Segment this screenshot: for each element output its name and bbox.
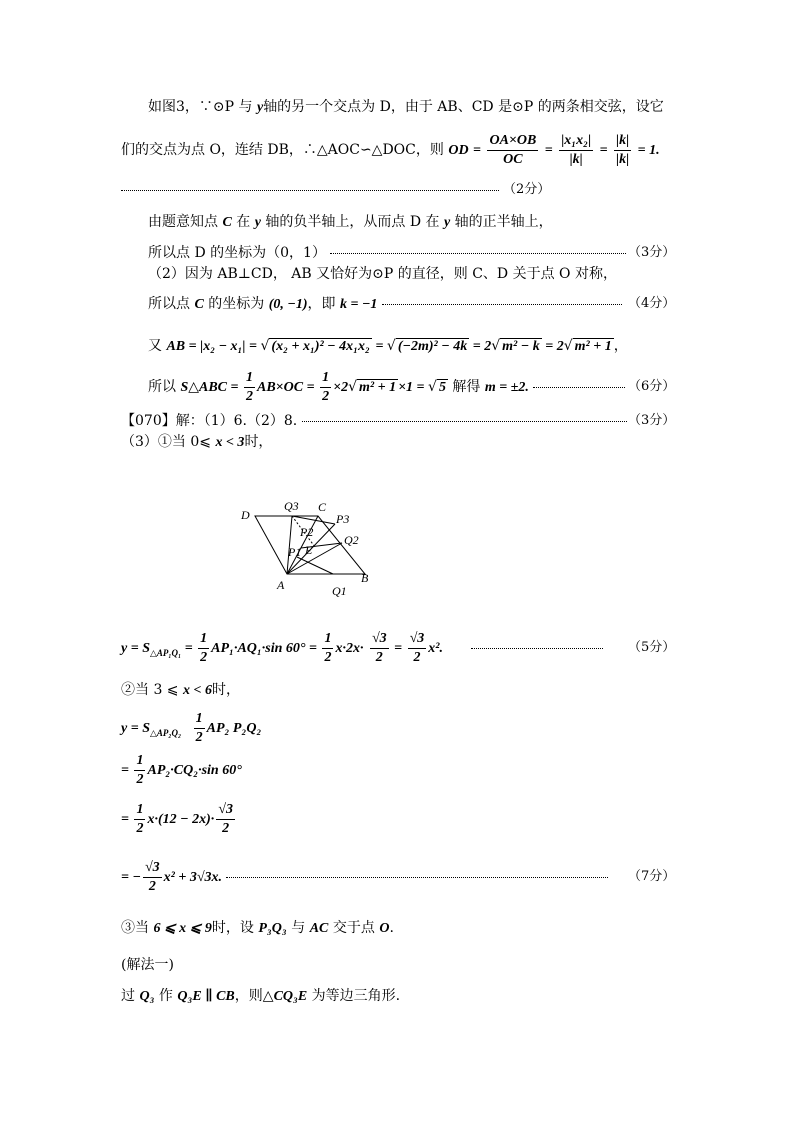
text-line: 所以点 C 的坐标为 (0, −1)，即 k = −1 [148, 294, 622, 315]
leader-dots [121, 190, 499, 191]
label-C: C [318, 500, 327, 514]
text-line: 过 Q₃ 作 Q₃E ∥ CB，则△CQ₃E 为等边三角形. [121, 988, 401, 1004]
text: 如图3，∵⊙P 与 [148, 99, 257, 115]
score: （3分） [628, 413, 676, 428]
score: （3分） [628, 245, 676, 260]
score: （2分） [503, 182, 551, 197]
text-line [148, 97, 664, 118]
label-P2: P2 [300, 525, 314, 539]
math: = 1. [637, 143, 660, 158]
fraction: $\frac{\text{|x₁x₂|}}{|k|}$ [561, 132, 592, 167]
text-line: 们的交点为点 O，连结 DB，∴△AOC∽△DOC，则 OD = $\frac{OA\times OB}{OC}$ = $\frac{\text{|x₁x₂|}}{|k|}$ = $\frac{|k|}{|k|}$ = 1. [121, 132, 660, 167]
text-line: 所以点 D 的坐标为（0，1） [148, 243, 626, 263]
label-Q3: Q3 [284, 499, 299, 513]
text-line: ③当 6 ⩽ x ⩽ 9时，设 P₃Q₃ 与 AC 交于点 O. [121, 920, 394, 936]
text-line: 【070】解：（1）6.（2）8. [121, 411, 627, 431]
label-A: A [277, 578, 285, 592]
fraction: $\frac{OA\times OB}{OC}$ [489, 132, 537, 167]
text-line: ②当 3 ⩽ x < 6时， [121, 682, 240, 698]
score: （4分） [628, 296, 676, 311]
equation: = $\frac{1}{2}$ x·(12 − 2x)· $\frac{√3}{2}$ [121, 801, 233, 836]
text-line: 又 AB = |x₂ − x₁| = √ (x₂ + x₁)² − 4x₁x₂ = √ (−2m)² − 4k = 2√ m² − k = 2√ m² + 1 ， [148, 338, 628, 354]
geometry-figure [235, 495, 375, 605]
label-Q2: Q2 [344, 533, 359, 547]
text-line: 由题意知点 C 在 y 轴的负半轴上，从而点 D 在 y 轴的正半轴上， [148, 214, 553, 230]
math: = [473, 143, 481, 158]
label-E: E [305, 543, 313, 557]
label-P3: P3 [336, 512, 350, 526]
text-line: 所以 S△ABC = $\frac{1}{2}$ AB×OC = $\frac{1}{2}$ ×2√ m² + 1 ×1 = √ 5 解得 m = ±2. [148, 367, 625, 408]
label-P1: P1 [288, 545, 302, 559]
equation: $y = S_{\triangle AP_2Q_2}$ $\frac{1}{2}$ AP₂ P₂Q₂ [121, 710, 262, 745]
text-line: (解法一) [121, 957, 174, 973]
score-line [121, 180, 499, 200]
text-line: （3）①当 0⩽ x < 3时， [121, 434, 273, 450]
label-D: D [241, 508, 250, 522]
score: （5分） [628, 640, 676, 655]
text: 们的交点为点 O，连结 DB，∴△AOC∽△DOC，则 [121, 142, 449, 158]
text: 轴的另一个交点为 D，由于 AB、CD 是⊙P 的两条相交弦，设它 [263, 99, 664, 115]
label-Q1: Q1 [332, 584, 347, 598]
segment-Q3P3 [292, 516, 335, 524]
equation: = $\frac{1}{2}$ AP₂·CQ₂·sin 60° [121, 752, 242, 787]
score: （7分） [628, 869, 676, 884]
fraction: $\frac{|k|}{|k|}$ [616, 132, 630, 167]
text-line: （2）因为 AB⊥CD， AB 又恰好为⊙P 的直径，则 C、D 关于点 O 对称， [148, 266, 617, 282]
score: （6分） [628, 379, 676, 394]
label-B: B [361, 571, 369, 585]
math: y [256, 100, 264, 115]
math: OD [448, 143, 469, 158]
equation: $y = S_{\triangle AP_1Q_1}$ = $\frac{1}{2}$ AP₁·AQ₁·sin 60° = $\frac{1}{2}$ x·2x· $\frac{√3}{2}$ = $\frac{√3}{2}$ x². [121, 628, 603, 673]
equation: = − $\frac{√3}{2}$ x² + 3√3x. [121, 857, 608, 898]
